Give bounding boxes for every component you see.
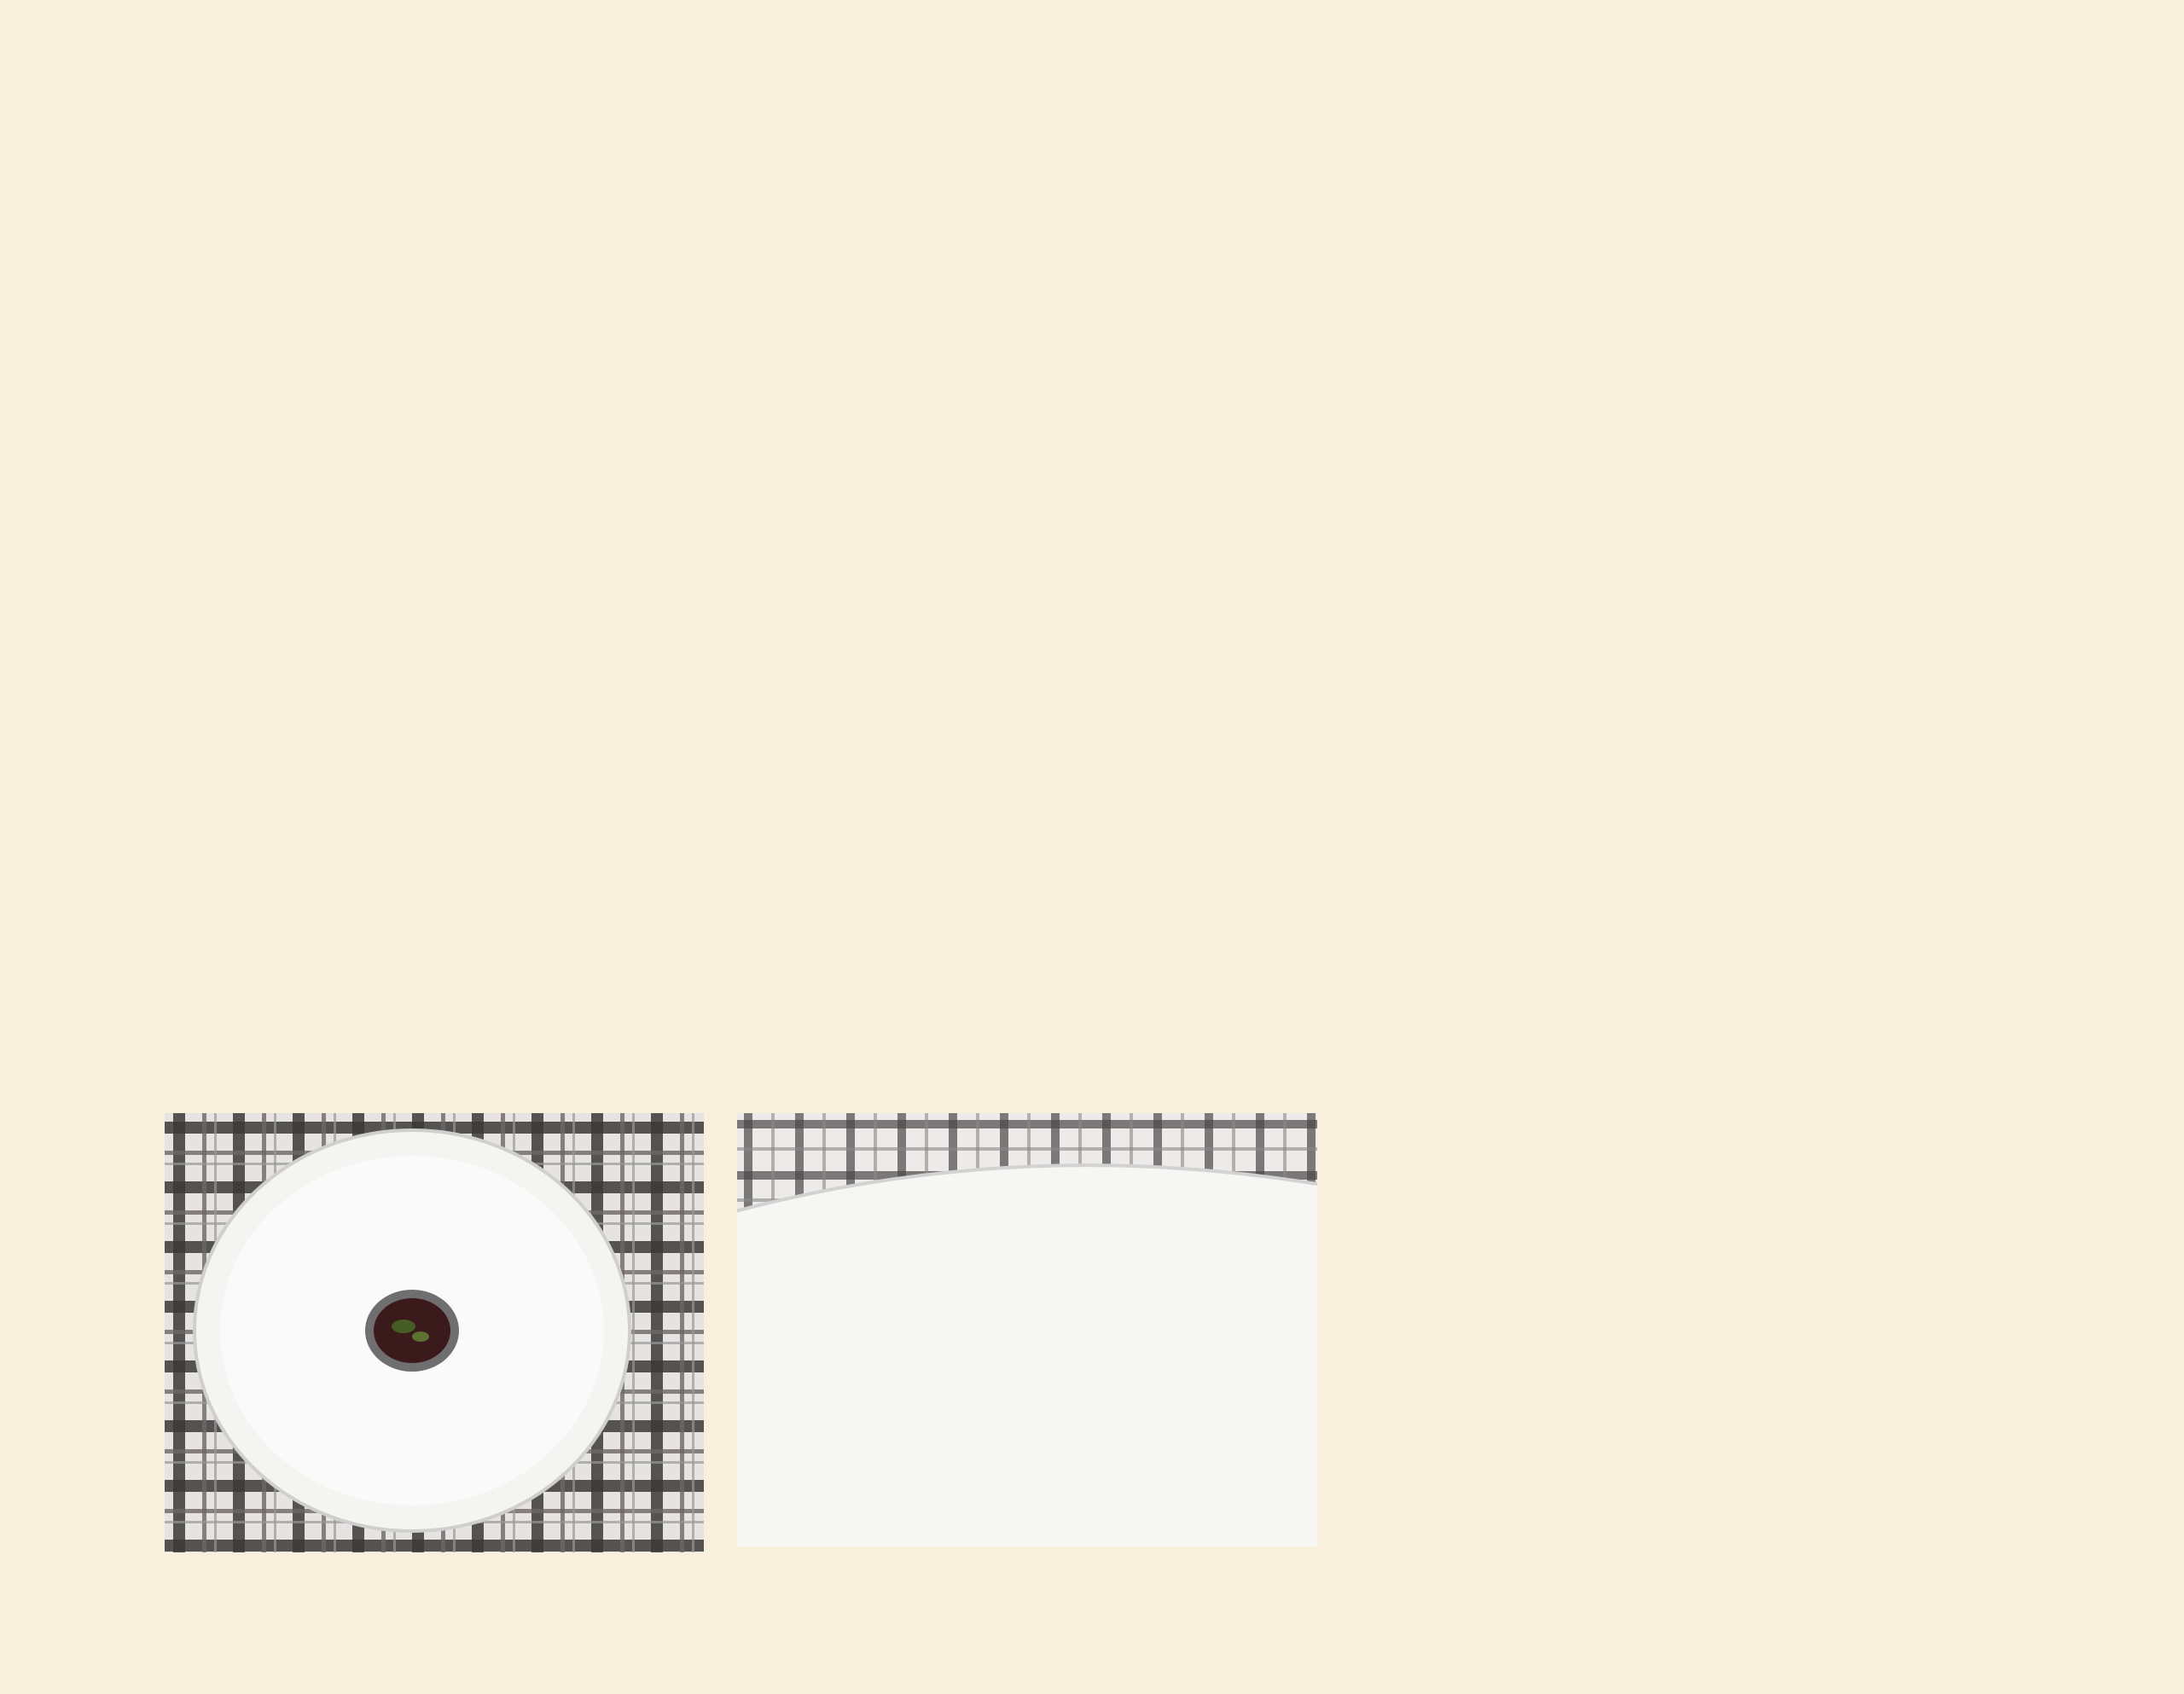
capsicum-mushroom-photo — [737, 1113, 1317, 1546]
paneer-pakauda-photo — [165, 1113, 704, 1552]
